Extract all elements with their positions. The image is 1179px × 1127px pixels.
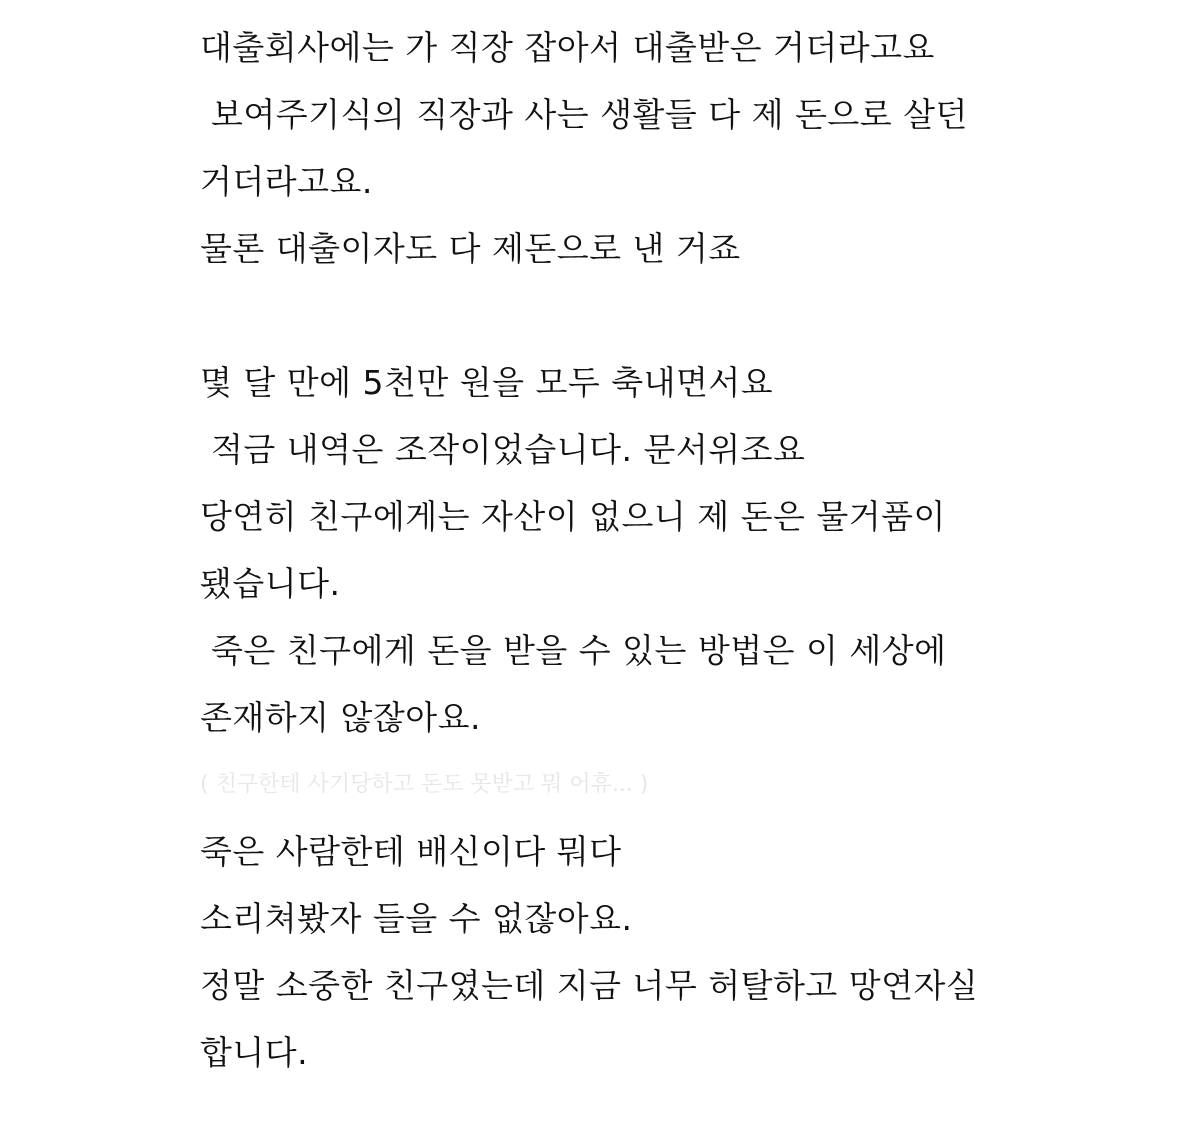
text-line: 정말 소중한 친구였는데 지금 너무 허탈하고 망연자실 — [200, 966, 979, 1005]
text-line: 보여주기식의 직장과 사는 생활들 다 제 돈으로 살던 — [200, 95, 968, 134]
text-line: 합니다. — [200, 1033, 309, 1072]
text-line: 물론 대출이자도 다 제돈으로 낸 거죠 — [200, 229, 741, 268]
text-line: 몇 달 만에 5천만 원을 모두 축내면서요 — [200, 363, 774, 402]
text-line: 됐습니다. — [200, 564, 341, 603]
text-line: 당연히 친구에게는 자산이 없으니 제 돈은 물거품이 — [200, 497, 946, 536]
text-line: 죽은 사람한테 배신이다 뭐다 — [200, 832, 622, 871]
post-body — [200, 14, 1160, 1086]
text-line: 소리쳐봤자 들을 수 없잖아요. — [200, 899, 633, 938]
faint-aside-text: ( 친구한테 사기당하고 돈도 못받고 뭐 어휴... ) — [200, 772, 649, 797]
paragraph-spacer — [200, 282, 1160, 349]
text-line: 존재하지 않잖아요. — [200, 698, 482, 737]
text-line: 죽은 친구에게 돈을 받을 수 있는 방법은 이 세상에 — [200, 631, 947, 670]
text-line: 대출회사에는 가 직장 잡아서 대출받은 거더라고요 — [200, 28, 935, 67]
text-line: 거더라고요. — [200, 162, 373, 201]
text-line: 적금 내역은 조작이었습니다. 문서위조요 — [200, 430, 806, 469]
